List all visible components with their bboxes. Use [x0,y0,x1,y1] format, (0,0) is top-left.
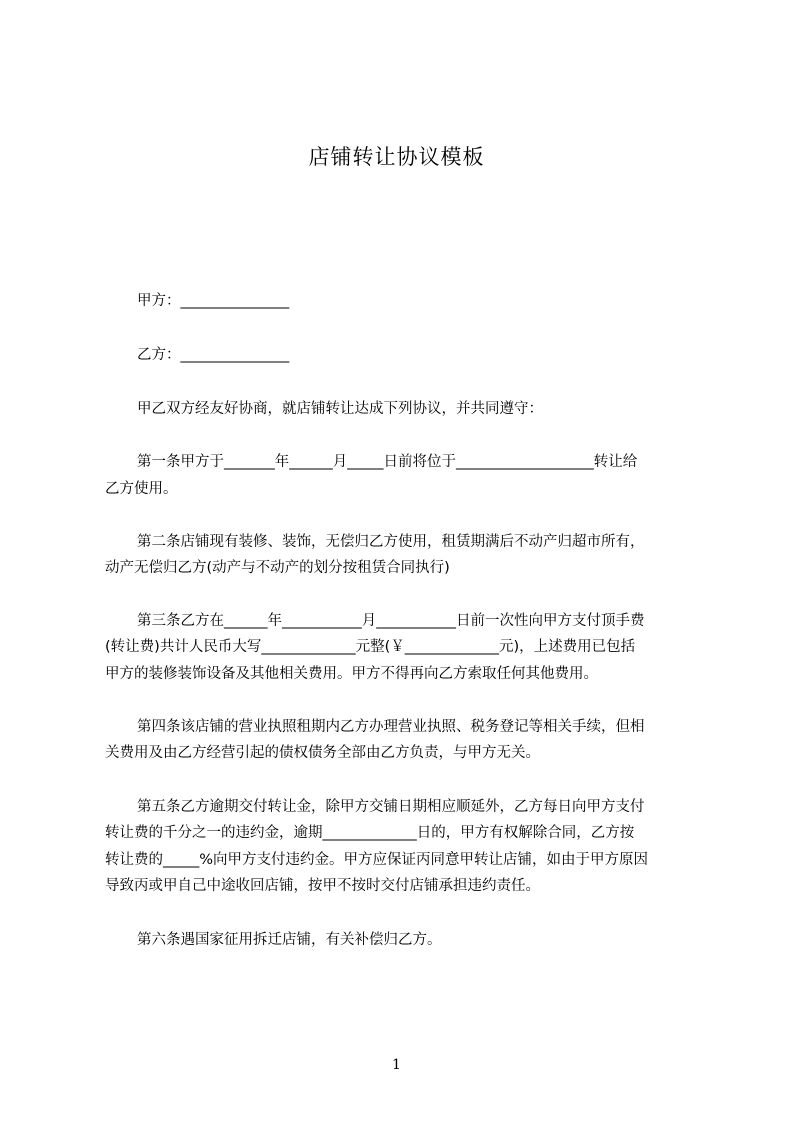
article-3-line-1: 第三条乙方在______年___________月___________日前一次性向甲方支付顶手费 [137,613,645,629]
article-3-line-2: (转让费)共计人民币大写_____________元整(￥_____________元)，上述费用已包括 [105,639,636,655]
article-5-line-3: 转让费的_____%向甲方支付违约金。甲方应保证丙同意甲转让店铺，如由于甲方原因 [105,852,649,868]
article-1-line-1: 第一条甲方于_______年______月_____日前将位于___________________转让给 [137,454,638,470]
article-1-line-2: 乙方使用。 [105,481,178,497]
article-5-line-2: 转让费的千分之一的违约金，逾期_____________日的，甲方有权解除合同，乙方按 [105,825,635,841]
party-a-line: 甲方：_______________ [137,293,290,309]
party-b-line: 乙方：_______________ [137,347,290,363]
document-title: 店铺转让协议模板 [308,145,485,169]
article-5-line-4: 导致丙或甲自己中途收回店铺，按甲不按时交付店铺承担违约责任。 [105,878,540,894]
intro-paragraph: 甲乙双方经友好协商，就店铺转让达成下列协议，并共同遵守： [137,401,543,417]
article-4-line-2: 关费用及由乙方经营引起的债权债务全部由乙方负责，与甲方无关。 [105,745,540,761]
article-5-line-1: 第五条乙方逾期交付转让金，除甲方交铺日期相应顺延外，乙方每日向甲方支付 [137,799,645,815]
article-2-line-2: 动产无偿归乙方(动产与不动产的划分按租赁合同执行) [105,560,450,576]
article-6-line: 第六条遇国家征用拆迁店铺，有关补偿归乙方。 [137,932,442,948]
article-4-line-1: 第四条该店铺的营业执照租期内乙方办理营业执照、税务登记等相关手续，但相 [137,719,645,735]
page-number: 1 [392,1057,401,1073]
article-2-line-1: 第二条店铺现有装修、装饰，无偿归乙方使用，租赁期满后不动产归超市所有， [137,534,645,550]
article-3-line-3: 甲方的装修装饰设备及其他相关费用。甲方不得再向乙方索取任何其他费用。 [105,666,598,682]
